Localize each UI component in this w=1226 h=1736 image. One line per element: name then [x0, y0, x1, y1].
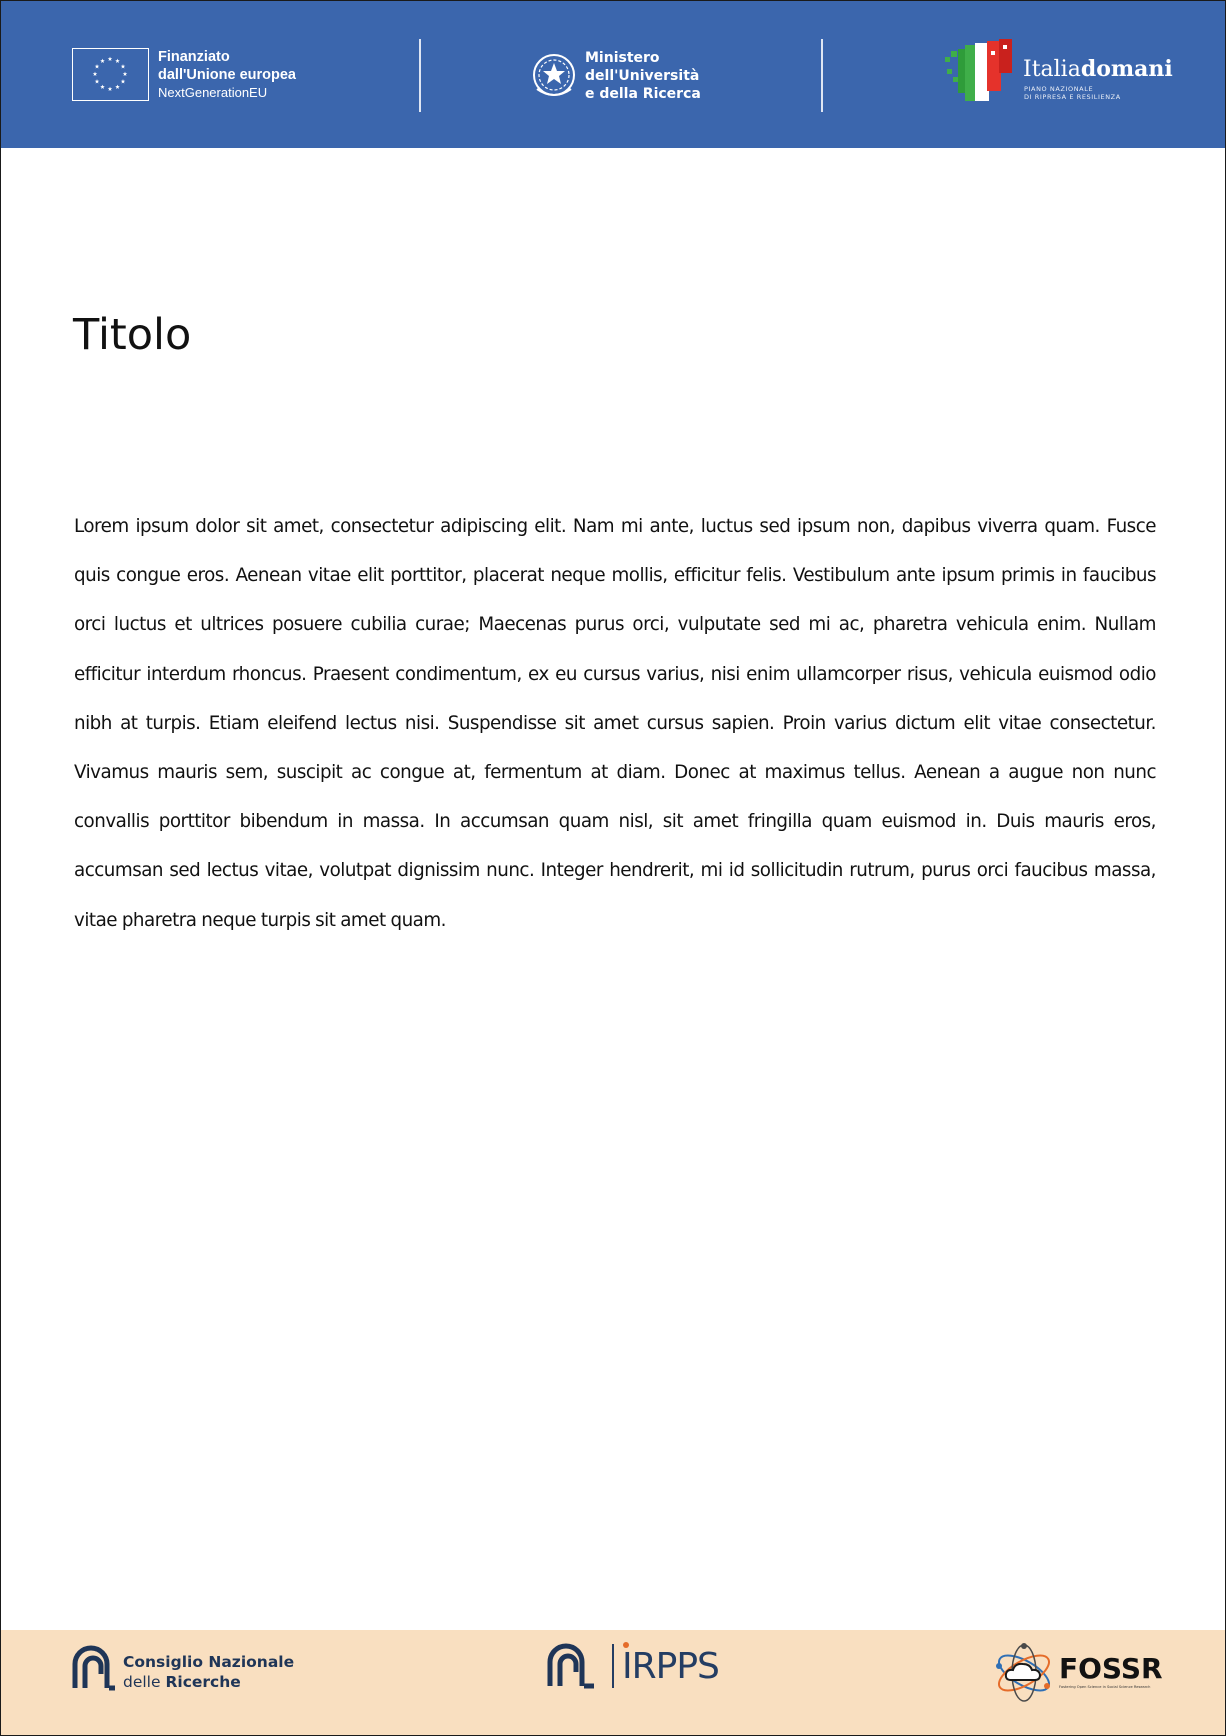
italiadomani-logo — [943, 39, 1173, 105]
fossr-tagline: Fostering Open Science in Social Science Research — [1059, 1685, 1151, 1689]
fossr-wordmark: FOSSR — [1059, 1652, 1163, 1685]
cnr-logo — [71, 1644, 311, 1694]
eu-star-icon — [121, 79, 126, 83]
eu-star-icon — [123, 72, 128, 76]
eu-star-icon — [100, 59, 105, 63]
irpps-logo — [546, 1642, 719, 1692]
ministry-line-1: Ministero — [585, 50, 660, 66]
header-banner — [1, 1, 1225, 148]
eu-line-2: dall'Unione europea — [158, 67, 296, 83]
italiadomani-name-part-1: Italia — [1023, 57, 1081, 82]
italian-republic-emblem-icon — [531, 51, 577, 101]
cnr-line-2-bold: Ricerche — [165, 1673, 241, 1691]
irpps-wordmark: IRPPS — [622, 1646, 719, 1687]
eu-star-icon — [95, 64, 100, 68]
eu-star-icon — [100, 85, 105, 89]
eu-star-icon — [115, 59, 120, 63]
ministry-line-3: e della Ricerca — [585, 86, 701, 102]
eu-star-icon — [108, 87, 113, 91]
cnr-logo-icon — [546, 1642, 598, 1690]
cnr-line-1: Consiglio Nazionale — [123, 1653, 295, 1671]
eu-star-icon — [93, 72, 98, 76]
italiadomani-name-part-2: domani — [1080, 56, 1173, 82]
eu-star-icon — [115, 85, 120, 89]
fossr-logo — [991, 1642, 1161, 1704]
eu-flag-icon — [72, 48, 149, 101]
header-divider — [821, 39, 823, 112]
cnr-line-2-regular: delle — [123, 1673, 166, 1691]
eu-line-3: NextGenerationEU — [158, 85, 268, 100]
italiadomani-sub-1: PIANO NAZIONALE — [1024, 85, 1094, 93]
italian-flag-pixel-icon — [943, 39, 1017, 105]
footer-banner — [1, 1630, 1225, 1736]
eu-line-1: Finanziato — [158, 49, 230, 65]
fossr-cloud-atom-icon — [991, 1642, 1057, 1704]
irpps-separator — [612, 1644, 614, 1688]
ministry-line-2: dell'Università — [585, 68, 700, 84]
cnr-logo-icon — [71, 1644, 117, 1692]
eu-star-icon — [95, 79, 100, 83]
eu-star-icon — [108, 57, 113, 61]
header-divider — [419, 39, 421, 112]
eu-star-icon — [121, 64, 126, 68]
document-title: Titolo — [73, 310, 192, 360]
document-body-paragraph: Lorem ipsum dolor sit amet, consectetur adipiscing elit. Nam mi ante, luctus sed ipsum non, dapibus viverra quam. Fusce quis congue eros. Aenean vitae elit porttitor, placerat neque mollis, efficitur felis. Vestibulum ante ipsum primis in faucibus orci luctus et ultrices posuere cubilia curae; Maecenas purus orci, vulputate sed mi ac, pharetra vehicula enim. Nullam efficitur interdum rhoncus. Praesent condimentum, ex eu cursus varius, nisi enim ullamcorper risus, vehicula euismod odio nibh at turpis. Etiam eleifend lectus nisi. Suspendisse sit amet cursus sapien. Proin varius dictum elit vitae consectetur. Vivamus mauris sem, suscipit ac congue at, fermentum at diam. Donec at maximus tellus. Aenean a augue non nunc convallis porttitor bibendum in massa. In accumsan quam nisl, sit amet fringilla quam euismod in. Duis mauris eros, accumsan sed lectus vitae, volutpat dignissim nunc. Integer hendrerit, mi id sollicitudin rutrum, purus orci faucibus massa, vitae pharetra neque turpis sit amet quam. — [74, 516, 1156, 931]
italiadomani-sub-2: DI RIPRESA E RESILIENZA — [1024, 93, 1121, 101]
